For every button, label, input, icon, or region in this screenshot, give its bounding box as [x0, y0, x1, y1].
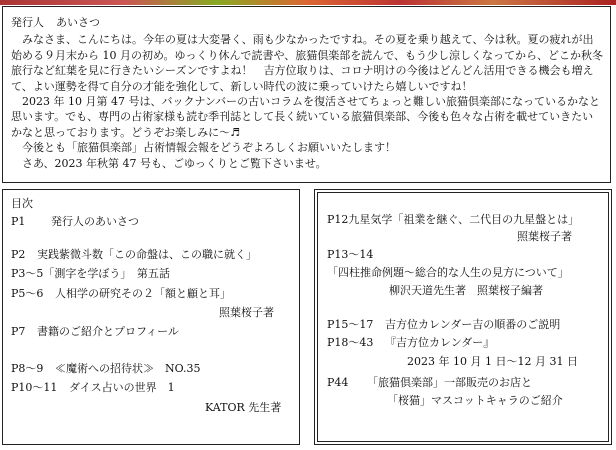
toc-entry-title: 実践紫微斗数「この命盤は、この職に就く」 — [37, 248, 257, 261]
toc-page-number: P13～14 — [327, 248, 374, 261]
greeting-paragraph-4: さあ、2023 年秋第 47 号も、ごゆっくりとご覧下さいませ。 — [11, 156, 327, 170]
toc-entry-subtitle: 2023 年 10 月 1 日～12 月 31 日 — [407, 355, 578, 368]
toc-entry[interactable] — [11, 214, 139, 229]
toc-entry[interactable] — [327, 212, 579, 227]
toc-entry[interactable] — [327, 247, 373, 262]
toc-entry[interactable] — [327, 317, 560, 332]
toc-entry-title: ダイス占いの世界 1 — [69, 381, 175, 394]
toc-entry-title: 人相学の研究その２「額と顧と耳」 — [55, 287, 231, 300]
toc-page-number: P10～11 — [11, 381, 58, 394]
greeting-heading — [11, 15, 604, 30]
toc-left-column — [2, 189, 300, 445]
toc-entry[interactable] — [327, 335, 494, 350]
toc-entry-title: 「測字を学ぼう」 第五話 — [43, 267, 170, 280]
toc-entry-author: KATOR 先生著 — [205, 401, 282, 414]
toc-page-number: P12 — [327, 213, 349, 226]
toc-entry-title: 九星気学「祖業を継ぐ、二代目の九星盤とは」 — [348, 213, 580, 226]
toc-entry[interactable] — [11, 324, 179, 339]
toc-entry-author: 柳沢天道先生著 照葉桜子編著 — [389, 284, 543, 297]
toc-entry[interactable] — [11, 380, 175, 395]
toc-entry[interactable] — [327, 375, 532, 390]
toc-entry-author: 照葉桜子著 — [517, 230, 572, 243]
greeting-section — [2, 6, 611, 183]
toc-page-number: P18～43 — [327, 336, 374, 349]
toc-entry-author: 照葉桜子著 — [219, 306, 274, 319]
toc-entry-title[interactable]: 「四柱推命例題～総合的な人生の見方について」 — [327, 266, 569, 279]
toc-entry[interactable] — [11, 247, 257, 262]
toc-page-number: P2 — [11, 248, 26, 261]
toc-entry-title: 書籍のご紹介とプロフィール — [37, 325, 179, 338]
toc-right-column — [314, 189, 612, 445]
toc-entry[interactable] — [11, 266, 170, 281]
toc-page-number: P5～6 — [11, 287, 44, 300]
toc-entry-title: ≪魔術への招待状≫ NO.35 — [55, 362, 201, 375]
toc-entry[interactable] — [11, 286, 231, 301]
greeting-paragraph-3: 今後とも「旅猫倶楽部」占術情報会報をどうぞよろしくお願いいたします！ — [11, 141, 396, 155]
toc-page-number: P8～9 — [11, 362, 44, 375]
toc-entry-title: 吉方位カレンダー吉の順番のご説明 — [385, 318, 561, 331]
toc-entry-title: 発行人のあいさつ — [51, 215, 139, 228]
toc-page-number: P1 — [11, 215, 26, 228]
greeting-paragraph-2: 2023 年 10 月第 47 号は、バックナンバーの古いコラムを復活させてちょっと難しい旅猫倶楽部になっているかなと思います。でも、専門の占術家様も読む季刊誌として長く続いている旅猫倶楽部、今後も色々な占術を載せていきたいかなと思っております。どうぞお楽しみに～♬ — [11, 95, 601, 139]
toc-entry-subtitle: 「桜猫」マスコットキャラのご紹介 — [387, 394, 563, 407]
toc-entry-title: 「旅猫倶楽部」一部販売のお店と — [367, 376, 532, 389]
greeting-paragraph-1: みなさま、こんにちは。今年の夏は大変暑く、雨も少なかったですね。その夏を乗り越えて、今は秋。夏の疲れが出始める９月末から 10 月の初め。ゆっくり休んで読書や、旅猫倶楽部を読んで、もう少し涼しくなってから、どこか秋冬旅行など紅葉を見に行きたいシーズンですよね！ 吉方位取りは、コロナ明けの今後はどんどん活用できる機会も増えて、よい運勢を得て自分の才能を強化して、新しい時代の波に乗っていけたら嬉しいですね！ — [11, 33, 603, 93]
greeting-role: 発行人 — [11, 16, 44, 29]
toc-page-number: P7 — [11, 325, 26, 338]
toc-entry[interactable] — [11, 361, 201, 376]
toc-heading: 目次 — [11, 197, 33, 210]
decorative-header-band — [0, 0, 616, 5]
toc-page-number: P3～5 — [11, 267, 44, 280]
toc-page-number: P15～17 — [327, 318, 374, 331]
toc-entry-title: 『吉方位カレンダー』 — [385, 336, 495, 349]
toc-page-number: P44 — [327, 376, 349, 389]
greeting-title-text: あいさつ — [56, 16, 100, 29]
